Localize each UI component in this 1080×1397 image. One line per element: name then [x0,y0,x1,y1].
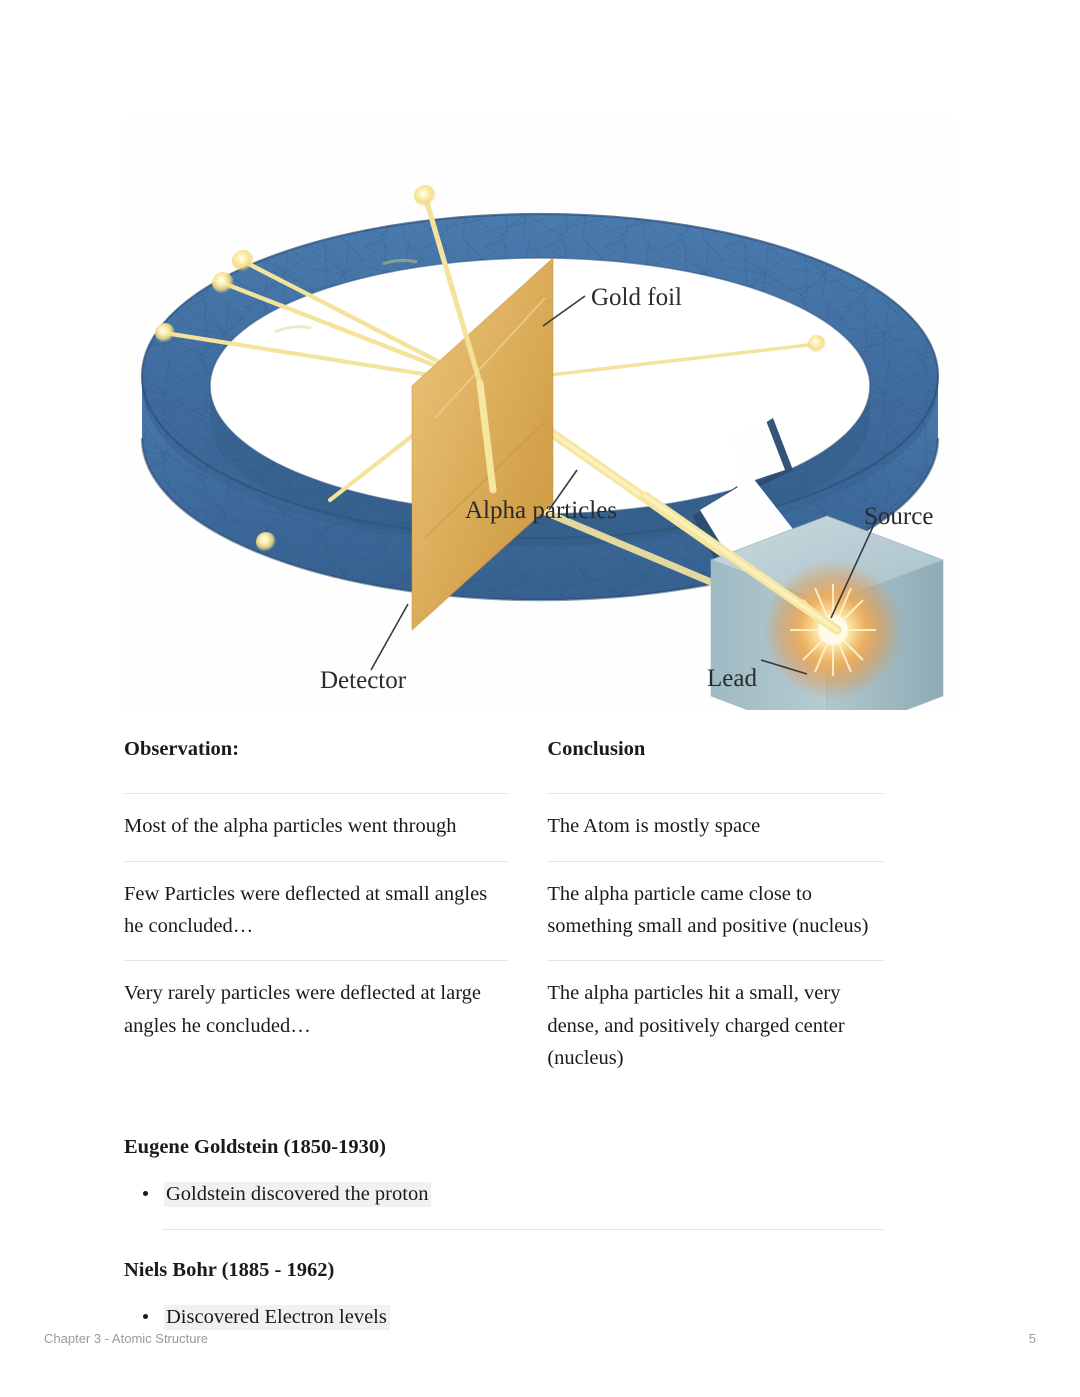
list-item [124,1179,884,1210]
cell-gap [508,794,548,861]
heading-niels-bohr: Niels Bohr (1885 - 1962) [124,1258,335,1281]
rutherford-experiment-figure [125,118,955,710]
cell-conclusion: The alpha particles hit a small, very dense, and positively charged center (nucleus) [547,961,884,1093]
footer-page-number: 5 [1028,1331,1036,1346]
table-row [124,961,884,1093]
heading-eugene-goldstein: Eugene Goldstein (1850-1930) [124,1136,386,1159]
label-lead: Lead [707,665,757,692]
list-item-label: Discovered Electron levels [164,1305,390,1330]
cell-observation: Most of the alpha particles went through [124,794,508,861]
list-item [124,1302,884,1333]
label-detector: Detector [320,667,407,694]
footer-chapter-label: Chapter 3 - Atomic Structure [44,1331,209,1346]
cell-conclusion: The alpha particle came close to something small and positive (nucleus) [547,861,884,961]
cell-observation: Few Particles were deflected at small angles he concluded… [124,861,508,961]
table-header-row [124,736,884,794]
label-gold-foil: Gold foil [591,284,682,311]
column-header-observation: Observation: [124,738,240,760]
cell-gap [508,961,548,1093]
page-content [124,736,884,1332]
label-source: Source [864,503,934,530]
cell-observation: Very rarely particles were deflected at large angles he concluded… [124,961,508,1093]
page-footer [44,1331,1036,1351]
bullet-icon [143,1191,148,1196]
list-item-label: Goldstein discovered the proton [164,1182,431,1207]
bullet-icon [143,1314,148,1319]
goldstein-bullet-list [124,1179,884,1210]
column-gap [508,736,548,794]
table-row [124,861,884,961]
bohr-bullet-list [124,1302,884,1333]
observation-conclusion-table [124,736,884,1092]
column-header-conclusion: Conclusion [547,738,646,760]
label-alpha-particles: Alpha particles [465,497,618,524]
rutherford-diagram-svg [125,118,955,710]
cell-conclusion: The Atom is mostly space [547,794,884,861]
section-divider [162,1229,884,1230]
table-row [124,794,884,861]
cell-gap [508,861,548,961]
